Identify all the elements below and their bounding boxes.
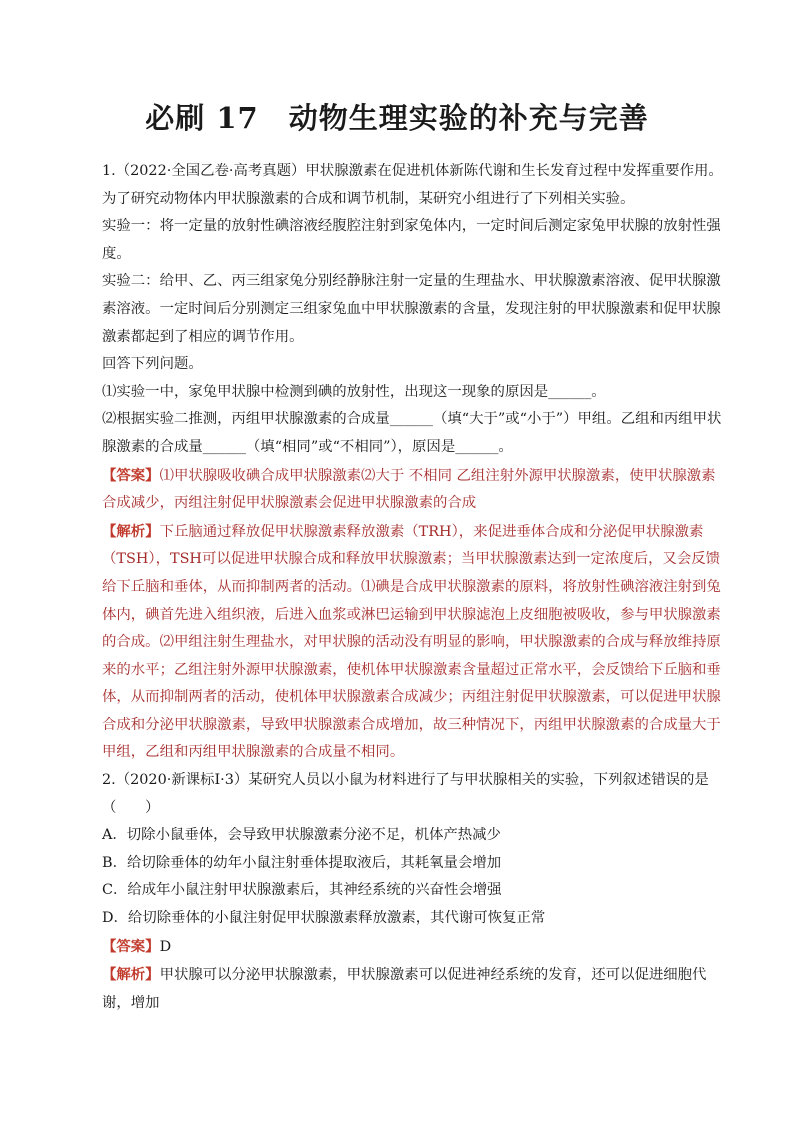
option-c: C．给成年小鼠注射甲状腺激素后，其神经系统的兴奋性会增强	[102, 882, 502, 899]
analysis-label: 【解析】	[102, 522, 160, 540]
question-1-experiment-1: 实验一：将一定量的放射性碘溶液经腹腔注射到家兔体内，一定时间后测定家兔甲状腺的放射性强度。	[102, 218, 721, 262]
question-2-analysis	[102, 961, 724, 1017]
question-1-prompt: 回答下列问题。	[102, 356, 203, 373]
answer-label: 【答案】	[102, 466, 160, 484]
question-1-experiment-2: 实验二：给甲、乙、丙三组家兔分别经静脉注射一定量的生理盐水、甲状腺激素溶液、促甲状腺激素溶液。一定时间后分别测定三组家兔血中甲状腺激素的含量，发现注射的甲状腺激素和促甲状腺激素都起到了相应的调节作用。	[102, 273, 721, 345]
answer-text: D	[159, 938, 172, 955]
analysis-label: 【解析】	[102, 966, 160, 984]
analysis-text: 甲状腺可以分泌甲状腺激素，甲状腺激素可以促进神经系统的发育，还可以促进细胞代谢，增加	[102, 967, 707, 1011]
question-1-analysis	[102, 518, 724, 767]
analysis-text: 下丘脑通过释放促甲状腺激素释放激素（TRH），来促进垂体合成和分泌促甲状腺激素（TSH），TSH可以促进甲状腺合成和释放甲状腺激素；当甲状腺激素达到一定浓度后，又会反馈给下丘脑和垂体，从而抑制两者的活动。⑴碘是合成甲状腺激素的原料，将放射性碘溶液注射到兔体内，碘首先进入组织液，后进入血浆或淋巴运输到甲状腺滤泡上皮细胞被吸收，参与甲状腺激素的合成。⑵甲组注射生理盐水，对甲状腺的活动没有明显的影响，甲状腺激素的合成与释放维持原来的水平；乙组注射外源甲状腺激素，使机体甲状腺激素含量超过正常水平，会反馈给下丘脑和垂体，从而抑制两者的活动，使机体甲状腺激素合成减少；丙组注射促甲状腺激素，可以促进甲状腺合成和分泌甲状腺激素，导致甲状腺激素合成增加，故三种情况下，丙组甲状腺激素的合成量大于甲组，乙组和丙组甲状腺激素的合成量不相同。	[102, 523, 721, 761]
document-body	[102, 158, 724, 1017]
question-1-sub-1: ⑴实验一中，家兔甲状腺中检测到碘的放射性，出现这一现象的原因是______。	[102, 383, 606, 400]
answer-text: ⑴甲状腺吸收碘合成甲状腺激素⑵大于 不相同 乙组注射外源甲状腺激素，使甲状腺激素合成减少，丙组注射促甲状腺激素会促进甲状腺激素的合成	[102, 467, 716, 512]
question-1-sub-2: ⑵根据实验二推测，丙组甲状腺激素的合成量______（填“大于”或“小于”）甲组。乙组和丙组甲状腺激素的合成量______（填“相同”或“不相同”），原因是______。	[102, 411, 722, 455]
question-1-answer	[102, 462, 724, 518]
option-a: A．切除小鼠垂体，会导致甲状腺激素分泌不足，机体产热减少	[102, 827, 501, 844]
option-d: D．给切除垂体的小鼠注射促甲状腺激素释放激素，其代谢可恢复正常	[102, 910, 546, 927]
question-2-stem: 2.（2020·新课标Ⅰ·3）某研究人员以小鼠为材料进行了与甲状腺相关的实验，下列叙述错误的是（ ）	[102, 772, 709, 816]
answer-label: 【答案】	[102, 937, 160, 955]
page-title: 必刷 17 动物生理实验的补充与完善	[145, 101, 649, 135]
question-2-answer	[102, 933, 724, 962]
question-1-stem: 1.（2022·全国乙卷·高考真题）甲状腺激素在促进机体新陈代谢和生长发育过程中发挥重要作用。为了研究动物体内甲状腺激素的合成和调节机制，某研究小组进行了下列相关实验。	[102, 163, 723, 207]
option-b: B．给切除垂体的幼年小鼠注射垂体提取液后，其耗氧量会增加	[102, 854, 502, 871]
